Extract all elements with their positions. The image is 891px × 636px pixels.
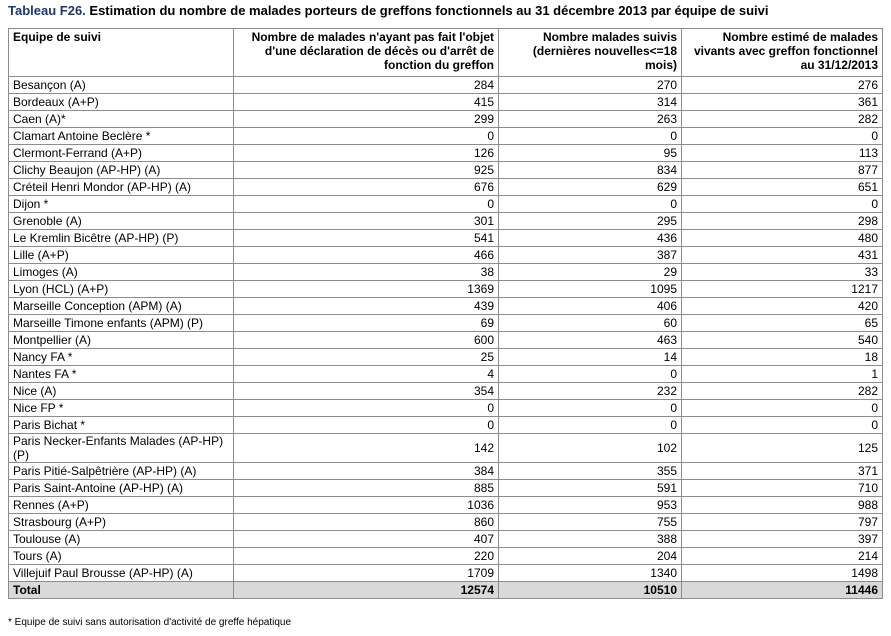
value-cell: 463 bbox=[499, 332, 682, 349]
team-name-cell: Paris Necker-Enfants Malades (AP-HP) (P) bbox=[9, 434, 234, 463]
table-row bbox=[9, 264, 883, 281]
value-cell: 480 bbox=[682, 230, 883, 247]
team-name-cell: Bordeaux (A+P) bbox=[9, 94, 234, 111]
table-title: Estimation du nombre de malades porteurs de greffons fonctionnels au 31 décembre 2013 par équipe de suivi bbox=[85, 3, 769, 18]
column-header: Nombre estimé de malades vivants avec greffon fonctionnel au 31/12/2013 bbox=[682, 29, 883, 77]
value-cell: 125 bbox=[682, 434, 883, 463]
value-cell: 69 bbox=[234, 315, 499, 332]
value-cell: 406 bbox=[499, 298, 682, 315]
value-cell: 65 bbox=[682, 315, 883, 332]
team-name-cell: Villejuif Paul Brousse (AP-HP) (A) bbox=[9, 565, 234, 582]
value-cell: 25 bbox=[234, 349, 499, 366]
table-header bbox=[9, 29, 883, 77]
table-row bbox=[9, 298, 883, 315]
team-name-cell: Caen (A)* bbox=[9, 111, 234, 128]
value-cell: 834 bbox=[499, 162, 682, 179]
total-cell: 10510 bbox=[499, 582, 682, 599]
value-cell: 0 bbox=[499, 417, 682, 434]
team-name-cell: Marseille Conception (APM) (A) bbox=[9, 298, 234, 315]
value-cell: 0 bbox=[682, 128, 883, 145]
total-label: Total bbox=[9, 582, 234, 599]
table-row bbox=[9, 514, 883, 531]
value-cell: 298 bbox=[682, 213, 883, 230]
team-name-cell: Paris Bichat * bbox=[9, 417, 234, 434]
value-cell: 220 bbox=[234, 548, 499, 565]
value-cell: 301 bbox=[234, 213, 499, 230]
value-cell: 4 bbox=[234, 366, 499, 383]
data-table bbox=[8, 28, 883, 599]
value-cell: 0 bbox=[234, 400, 499, 417]
team-name-cell: Limoges (A) bbox=[9, 264, 234, 281]
value-cell: 676 bbox=[234, 179, 499, 196]
team-name-cell: Marseille Timone enfants (APM) (P) bbox=[9, 315, 234, 332]
value-cell: 431 bbox=[682, 247, 883, 264]
column-header: Nombre malades suivis (dernières nouvelles<=18 mois) bbox=[499, 29, 682, 77]
value-cell: 384 bbox=[234, 463, 499, 480]
team-name-cell: Clamart Antoine Beclère * bbox=[9, 128, 234, 145]
value-cell: 0 bbox=[499, 366, 682, 383]
team-name-cell: Paris Saint-Antoine (AP-HP) (A) bbox=[9, 480, 234, 497]
value-cell: 466 bbox=[234, 247, 499, 264]
table-row bbox=[9, 315, 883, 332]
value-cell: 299 bbox=[234, 111, 499, 128]
value-cell: 126 bbox=[234, 145, 499, 162]
table-row bbox=[9, 417, 883, 434]
table-row bbox=[9, 196, 883, 213]
value-cell: 282 bbox=[682, 111, 883, 128]
team-name-cell: Créteil Henri Mondor (AP-HP) (A) bbox=[9, 179, 234, 196]
value-cell: 388 bbox=[499, 531, 682, 548]
team-name-cell: Nice (A) bbox=[9, 383, 234, 400]
value-cell: 0 bbox=[682, 400, 883, 417]
value-cell: 263 bbox=[499, 111, 682, 128]
team-name-cell: Strasbourg (A+P) bbox=[9, 514, 234, 531]
value-cell: 415 bbox=[234, 94, 499, 111]
value-cell: 18 bbox=[682, 349, 883, 366]
value-cell: 113 bbox=[682, 145, 883, 162]
value-cell: 0 bbox=[499, 128, 682, 145]
value-cell: 142 bbox=[234, 434, 499, 463]
value-cell: 651 bbox=[682, 179, 883, 196]
team-name-cell: Lille (A+P) bbox=[9, 247, 234, 264]
table-row bbox=[9, 400, 883, 417]
value-cell: 371 bbox=[682, 463, 883, 480]
team-name-cell: Clermont-Ferrand (A+P) bbox=[9, 145, 234, 162]
team-name-cell: Nancy FA * bbox=[9, 349, 234, 366]
value-cell: 270 bbox=[499, 77, 682, 94]
table-row bbox=[9, 128, 883, 145]
value-cell: 540 bbox=[682, 332, 883, 349]
table-body bbox=[9, 77, 883, 582]
table-row bbox=[9, 281, 883, 298]
value-cell: 439 bbox=[234, 298, 499, 315]
table-row bbox=[9, 366, 883, 383]
value-cell: 214 bbox=[682, 548, 883, 565]
value-cell: 797 bbox=[682, 514, 883, 531]
value-cell: 354 bbox=[234, 383, 499, 400]
table-row bbox=[9, 497, 883, 514]
value-cell: 0 bbox=[682, 417, 883, 434]
team-name-cell: Nantes FA * bbox=[9, 366, 234, 383]
column-header: Nombre de malades n'ayant pas fait l'objet d'une déclaration de décès ou d'arrêt de fonction du greffon bbox=[234, 29, 499, 77]
value-cell: 38 bbox=[234, 264, 499, 281]
team-name-cell: Dijon * bbox=[9, 196, 234, 213]
value-cell: 755 bbox=[499, 514, 682, 531]
table-row bbox=[9, 162, 883, 179]
value-cell: 710 bbox=[682, 480, 883, 497]
value-cell: 420 bbox=[682, 298, 883, 315]
value-cell: 0 bbox=[234, 196, 499, 213]
value-cell: 0 bbox=[234, 417, 499, 434]
team-name-cell: Le Kremlin Bicêtre (AP-HP) (P) bbox=[9, 230, 234, 247]
value-cell: 591 bbox=[499, 480, 682, 497]
value-cell: 600 bbox=[234, 332, 499, 349]
value-cell: 0 bbox=[682, 196, 883, 213]
table-row bbox=[9, 548, 883, 565]
value-cell: 1 bbox=[682, 366, 883, 383]
value-cell: 1369 bbox=[234, 281, 499, 298]
table-row bbox=[9, 145, 883, 162]
value-cell: 95 bbox=[499, 145, 682, 162]
value-cell: 953 bbox=[499, 497, 682, 514]
table-row bbox=[9, 213, 883, 230]
value-cell: 60 bbox=[499, 315, 682, 332]
value-cell: 232 bbox=[499, 383, 682, 400]
table-row bbox=[9, 565, 883, 582]
team-name-cell: Lyon (HCL) (A+P) bbox=[9, 281, 234, 298]
value-cell: 877 bbox=[682, 162, 883, 179]
value-cell: 0 bbox=[499, 400, 682, 417]
value-cell: 629 bbox=[499, 179, 682, 196]
value-cell: 988 bbox=[682, 497, 883, 514]
value-cell: 1036 bbox=[234, 497, 499, 514]
value-cell: 102 bbox=[499, 434, 682, 463]
table-row bbox=[9, 480, 883, 497]
value-cell: 407 bbox=[234, 531, 499, 548]
team-name-cell: Montpellier (A) bbox=[9, 332, 234, 349]
table-row bbox=[9, 531, 883, 548]
total-cell: 11446 bbox=[682, 582, 883, 599]
value-cell: 397 bbox=[682, 531, 883, 548]
table-row bbox=[9, 434, 883, 463]
table-row bbox=[9, 77, 883, 94]
value-cell: 29 bbox=[499, 264, 682, 281]
value-cell: 0 bbox=[499, 196, 682, 213]
table-row bbox=[9, 383, 883, 400]
team-name-cell: Besançon (A) bbox=[9, 77, 234, 94]
value-cell: 925 bbox=[234, 162, 499, 179]
value-cell: 276 bbox=[682, 77, 883, 94]
team-name-cell: Nice FP * bbox=[9, 400, 234, 417]
table-row bbox=[9, 111, 883, 128]
table-row bbox=[9, 247, 883, 264]
table-row bbox=[9, 349, 883, 366]
column-header: Equipe de suivi bbox=[9, 29, 234, 77]
table-row bbox=[9, 179, 883, 196]
value-cell: 284 bbox=[234, 77, 499, 94]
value-cell: 295 bbox=[499, 213, 682, 230]
value-cell: 885 bbox=[234, 480, 499, 497]
value-cell: 1498 bbox=[682, 565, 883, 582]
value-cell: 1217 bbox=[682, 281, 883, 298]
table-caption bbox=[8, 3, 768, 18]
value-cell: 1340 bbox=[499, 565, 682, 582]
table-row bbox=[9, 94, 883, 111]
value-cell: 860 bbox=[234, 514, 499, 531]
value-cell: 436 bbox=[499, 230, 682, 247]
team-name-cell: Paris Pitié-Salpêtrière (AP-HP) (A) bbox=[9, 463, 234, 480]
total-cell: 12574 bbox=[234, 582, 499, 599]
value-cell: 387 bbox=[499, 247, 682, 264]
value-cell: 204 bbox=[499, 548, 682, 565]
value-cell: 355 bbox=[499, 463, 682, 480]
value-cell: 282 bbox=[682, 383, 883, 400]
value-cell: 14 bbox=[499, 349, 682, 366]
team-name-cell: Rennes (A+P) bbox=[9, 497, 234, 514]
team-name-cell: Grenoble (A) bbox=[9, 213, 234, 230]
total-row bbox=[9, 582, 883, 599]
team-name-cell: Tours (A) bbox=[9, 548, 234, 565]
table-row bbox=[9, 332, 883, 349]
value-cell: 0 bbox=[234, 128, 499, 145]
table-number: Tableau F26. bbox=[8, 3, 86, 18]
value-cell: 33 bbox=[682, 264, 883, 281]
table-row bbox=[9, 463, 883, 480]
value-cell: 314 bbox=[499, 94, 682, 111]
value-cell: 1095 bbox=[499, 281, 682, 298]
footnote: * Equipe de suivi sans autorisation d'activité de greffe hépatique bbox=[8, 617, 292, 628]
value-cell: 1709 bbox=[234, 565, 499, 582]
team-name-cell: Clichy Beaujon (AP-HP) (A) bbox=[9, 162, 234, 179]
value-cell: 361 bbox=[682, 94, 883, 111]
team-name-cell: Toulouse (A) bbox=[9, 531, 234, 548]
value-cell: 541 bbox=[234, 230, 499, 247]
table-row bbox=[9, 230, 883, 247]
